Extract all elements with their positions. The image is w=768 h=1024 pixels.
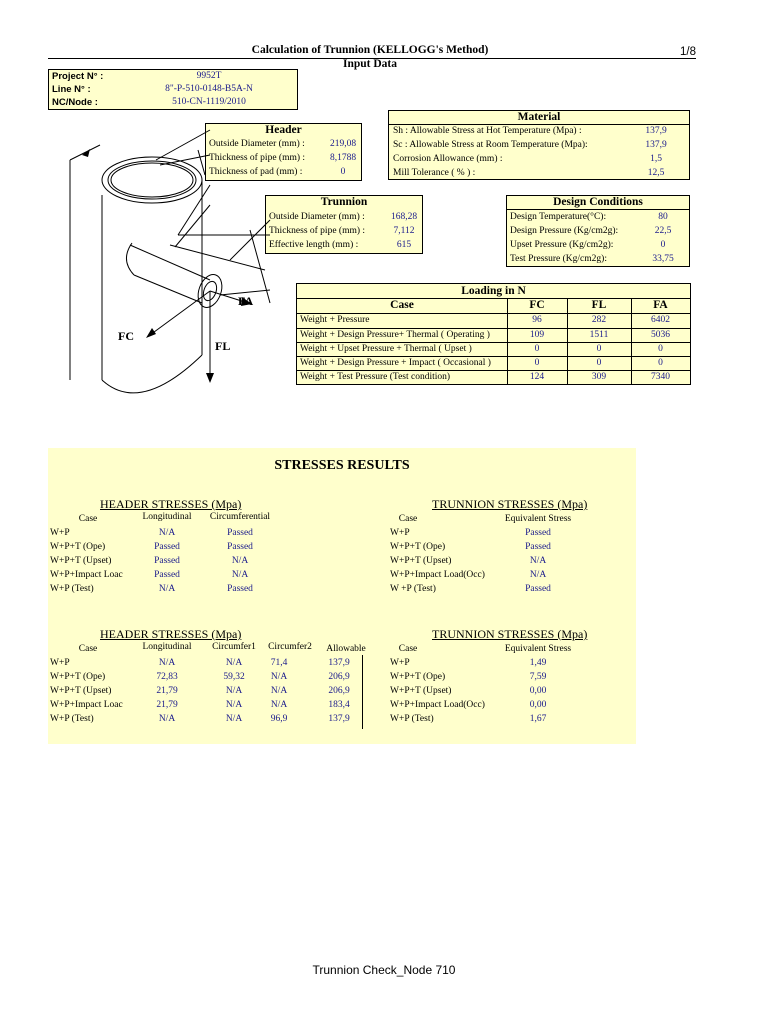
ts1-row-eq: N/A — [529, 556, 547, 566]
hs2-row-c2: 96,9 — [270, 714, 288, 724]
ts1-col-eq: Equivalent Stress — [504, 514, 572, 524]
ts1-row-eq: Passed — [525, 542, 551, 552]
material-mt-label: Mill Tolerance ( % ) : — [393, 168, 476, 178]
hs2-row-c1: N/A — [225, 714, 243, 724]
material-sc-value: 137,9 — [645, 140, 667, 150]
hs2-col-c2: Circumfer2 — [268, 642, 312, 652]
design-temp-label: Design Temperature(°C): — [510, 212, 607, 222]
trunnion-pipe-top-edge — [130, 245, 210, 280]
loading-row-fl: 282 — [591, 315, 607, 325]
header-pipe-bottom — [102, 355, 202, 393]
trunnion-len-label: Effective length (mm) : — [269, 240, 359, 250]
loading-col-case: Case — [390, 299, 414, 311]
trunnion-thk-label: Thickness of pipe (mm) : — [269, 226, 366, 236]
ts2-row-eq: 1,67 — [529, 714, 547, 724]
hs2-row-case: W+P+Impact Loac — [50, 700, 123, 710]
header-pipe-top — [102, 157, 202, 203]
hs2-row-long: N/A — [158, 658, 176, 668]
hs1-row-case: W+P — [50, 528, 70, 538]
loading-row-fl: 309 — [591, 372, 607, 382]
hs2-row-allow: 137,9 — [328, 714, 350, 724]
ts2-col-case: Case — [398, 644, 418, 654]
loading-row-fl: 1511 — [589, 330, 609, 340]
upset-pressure-label: Upset Pressure (Kg/cm2g): — [510, 240, 614, 250]
ts1-row-case: W+P+T (Ope) — [390, 542, 446, 552]
header-stresses-title: HEADER STRESSES (Mpa) — [100, 497, 242, 511]
design-temp-value: 80 — [658, 212, 668, 222]
ts2-row-eq: 0,00 — [529, 686, 547, 696]
header-pad-value: 0 — [340, 167, 346, 177]
hs2-row-c2: N/A — [270, 700, 288, 710]
hs1-col-long: Longitudinal — [142, 512, 192, 522]
hs1-row-case: W+P+Impact Loac — [50, 570, 123, 580]
page-footer: Trunnion Check_Node 710 — [312, 963, 456, 977]
ts1-row-eq: Passed — [525, 584, 551, 594]
diagram-fc-label: FC — [118, 329, 134, 343]
hs2-row-allow: 183,4 — [328, 700, 350, 710]
hs1-row-long: N/A — [158, 528, 176, 538]
hs1-row-case: W+P+T (Ope) — [50, 542, 106, 552]
loading-title: Loading in N — [461, 285, 526, 297]
ts2-col-eq: Equivalent Stress — [504, 644, 572, 654]
hs1-row-long: N/A — [158, 584, 176, 594]
design-title: Design Conditions — [553, 196, 643, 208]
hs1-col-case: Case — [78, 514, 98, 524]
page-title: Calculation of Trunnion (KELLOGG's Method) — [251, 44, 489, 56]
stresses-results-panel — [48, 448, 636, 744]
ts2-row-case: W+P+T (Ope) — [390, 672, 446, 682]
material-box — [388, 110, 690, 180]
hs1-row-long: Passed — [154, 542, 180, 552]
loading-row-fc: 96 — [532, 315, 542, 325]
loading-row-fl: 0 — [596, 358, 602, 368]
trunnion-od-label: Outside Diameter (mm) : — [269, 212, 365, 222]
upset-pressure-value: 0 — [660, 240, 666, 250]
loading-row-fa: 5036 — [651, 330, 670, 340]
loading-col-fc: FC — [529, 299, 545, 311]
hs2-row-allow: 137,9 — [328, 658, 350, 668]
material-sh-value: 137,9 — [645, 126, 667, 136]
hs2-row-long: N/A — [158, 714, 176, 724]
ts2-row-eq: 0,00 — [529, 700, 547, 710]
design-pressure-value: 22,5 — [654, 226, 672, 236]
material-ca-value: 1,5 — [650, 154, 662, 164]
header-stresses-title: HEADER STRESSES (Mpa) — [100, 627, 242, 641]
ts2-row-case: W+P — [390, 658, 410, 668]
hs2-row-long: 72,83 — [156, 672, 178, 682]
loading-row-fl: 0 — [596, 344, 602, 354]
loading-col-fa: FA — [653, 299, 668, 311]
loading-row-case: Weight + Upset Pressure + Thermal ( Upset ) — [300, 344, 472, 354]
material-mt-value: 12,5 — [647, 168, 665, 178]
material-sh-label: Sh : Allowable Stress at Hot Temperature (Mpa) : — [393, 126, 582, 136]
hs2-col-case: Case — [78, 644, 98, 654]
page-number: 1/8 — [680, 46, 696, 58]
design-pressure-label: Design Pressure (Kg/cm2g): — [510, 226, 619, 236]
hs2-row-case: W+P+T (Ope) — [50, 672, 106, 682]
hs1-row-long: Passed — [154, 556, 180, 566]
loading-row-fa: 7340 — [651, 372, 670, 382]
hs2-row-c1: N/A — [225, 700, 243, 710]
trunnion-title: Trunnion — [320, 196, 368, 208]
ts2-row-eq: 1,49 — [529, 658, 547, 668]
material-ca-label: Corrosion Allowance (mm) : — [393, 154, 503, 164]
hs1-row-circ: Passed — [227, 542, 253, 552]
header-thk-value: 8,1788 — [329, 153, 357, 163]
ts1-row-eq: N/A — [529, 570, 547, 580]
trunnion-len-value: 615 — [396, 240, 412, 250]
trunnion-od-value: 168,28 — [390, 212, 418, 222]
loading-row-fc: 0 — [534, 358, 540, 368]
line-value: 8"-P-510-0148-B5A-N — [165, 84, 253, 94]
ts1-row-case: W +P (Test) — [390, 584, 436, 594]
line-label: Line N° : — [52, 84, 91, 95]
page-subtitle: Input Data — [342, 58, 397, 70]
header-title: Header — [265, 124, 302, 136]
project-value: 9952T — [196, 71, 222, 81]
diagram-fl-label: FL — [215, 339, 231, 353]
hs2-row-c2: N/A — [270, 672, 288, 682]
loading-row-fc: 124 — [529, 372, 545, 382]
ts2-row-case: W+P (Test) — [390, 714, 434, 724]
ts1-row-case: W+P+Impact Load(Occ) — [390, 570, 485, 580]
hs1-row-case: W+P (Test) — [50, 584, 94, 594]
material-title: Material — [517, 111, 561, 123]
loading-table — [296, 283, 691, 385]
ts1-row-case: W+P — [390, 528, 410, 538]
test-pressure-value: 33,75 — [652, 254, 674, 264]
hs2-row-long: 21,79 — [156, 700, 178, 710]
trunnion-stresses-title: TRUNNION STRESSES (Mpa) — [432, 627, 588, 641]
test-pressure-label: Test Pressure (Kg/cm2g): — [510, 254, 607, 264]
node-label: NC/Node : — [52, 97, 98, 108]
ts1-row-case: W+P+T (Upset) — [390, 556, 452, 566]
hs2-col-allow: Allowable — [326, 644, 366, 654]
hs2-row-c1: N/A — [225, 686, 243, 696]
hs2-row-case: W+P (Test) — [50, 714, 94, 724]
hs2-row-allow: 206,9 — [328, 672, 350, 682]
ts1-col-case: Case — [398, 514, 418, 524]
loading-row-fc: 109 — [529, 330, 545, 340]
diagram-fa-label: FA — [238, 294, 254, 308]
hs2-col-c1: Circumfer1 — [212, 642, 256, 652]
hs2-row-case: W+P — [50, 658, 70, 668]
hs2-row-c2: N/A — [270, 686, 288, 696]
hs1-row-long: Passed — [154, 570, 180, 580]
trunnion-diagram — [60, 125, 310, 425]
hs1-row-circ: Passed — [227, 584, 253, 594]
hs2-row-case: W+P+T (Upset) — [50, 686, 112, 696]
loading-row-fa: 6402 — [651, 315, 670, 325]
fc-arrow — [150, 291, 210, 335]
trunnion-stresses-title: TRUNNION STRESSES (Mpa) — [432, 497, 588, 511]
hs2-row-allow: 206,9 — [328, 686, 350, 696]
hs2-col-long: Longitudinal — [142, 642, 192, 652]
header-od-label: Outside Diameter (mm) : — [209, 139, 305, 149]
hs1-row-circ: N/A — [231, 570, 249, 580]
project-box — [48, 69, 298, 110]
trunnion-thk-value: 7,112 — [393, 226, 415, 236]
material-sc-label: Sc : Allowable Stress at Room Temperature (Mpa): — [393, 140, 588, 150]
loading-row-case: Weight + Design Pressure+ Thermal ( Operating ) — [300, 330, 490, 340]
hs2-row-c1: N/A — [225, 658, 243, 668]
hs1-row-circ: N/A — [231, 556, 249, 566]
project-label: Project N° : — [52, 71, 104, 82]
hs2-row-c2: 71,4 — [270, 658, 288, 668]
header-thk-label: Thickness of pipe (mm) : — [209, 153, 306, 163]
header-pad-label: Thickness of pad (mm) : — [209, 167, 303, 177]
loading-row-case: Weight + Pressure — [300, 315, 370, 325]
ts2-row-eq: 7,59 — [529, 672, 547, 682]
loading-col-fl: FL — [591, 299, 607, 311]
ts2-row-case: W+P+Impact Load(Occ) — [390, 700, 485, 710]
loading-row-fa: 0 — [658, 344, 663, 354]
hs1-row-circ: Passed — [227, 528, 253, 538]
loading-row-case: Weight + Test Pressure (Test condition) — [300, 372, 451, 382]
hs2-row-long: 21,79 — [156, 686, 178, 696]
results-title: STRESSES RESULTS — [274, 458, 410, 473]
loading-row-case: Weight + Design Pressure + Impact ( Occasional ) — [300, 358, 491, 368]
design-box — [506, 195, 690, 267]
hs2-row-c1: 59,32 — [223, 672, 245, 682]
ts2-row-case: W+P+T (Upset) — [390, 686, 452, 696]
hs1-row-case: W+P+T (Upset) — [50, 556, 112, 566]
node-value: 510-CN-1119/2010 — [172, 97, 246, 107]
loading-row-fc: 0 — [534, 344, 540, 354]
loading-row-fa: 0 — [658, 358, 663, 368]
hs1-col-circ: Circumferential — [209, 512, 271, 522]
title-rule — [48, 58, 696, 59]
ts1-row-eq: Passed — [525, 528, 551, 538]
header-od-value: 219,08 — [329, 139, 357, 149]
